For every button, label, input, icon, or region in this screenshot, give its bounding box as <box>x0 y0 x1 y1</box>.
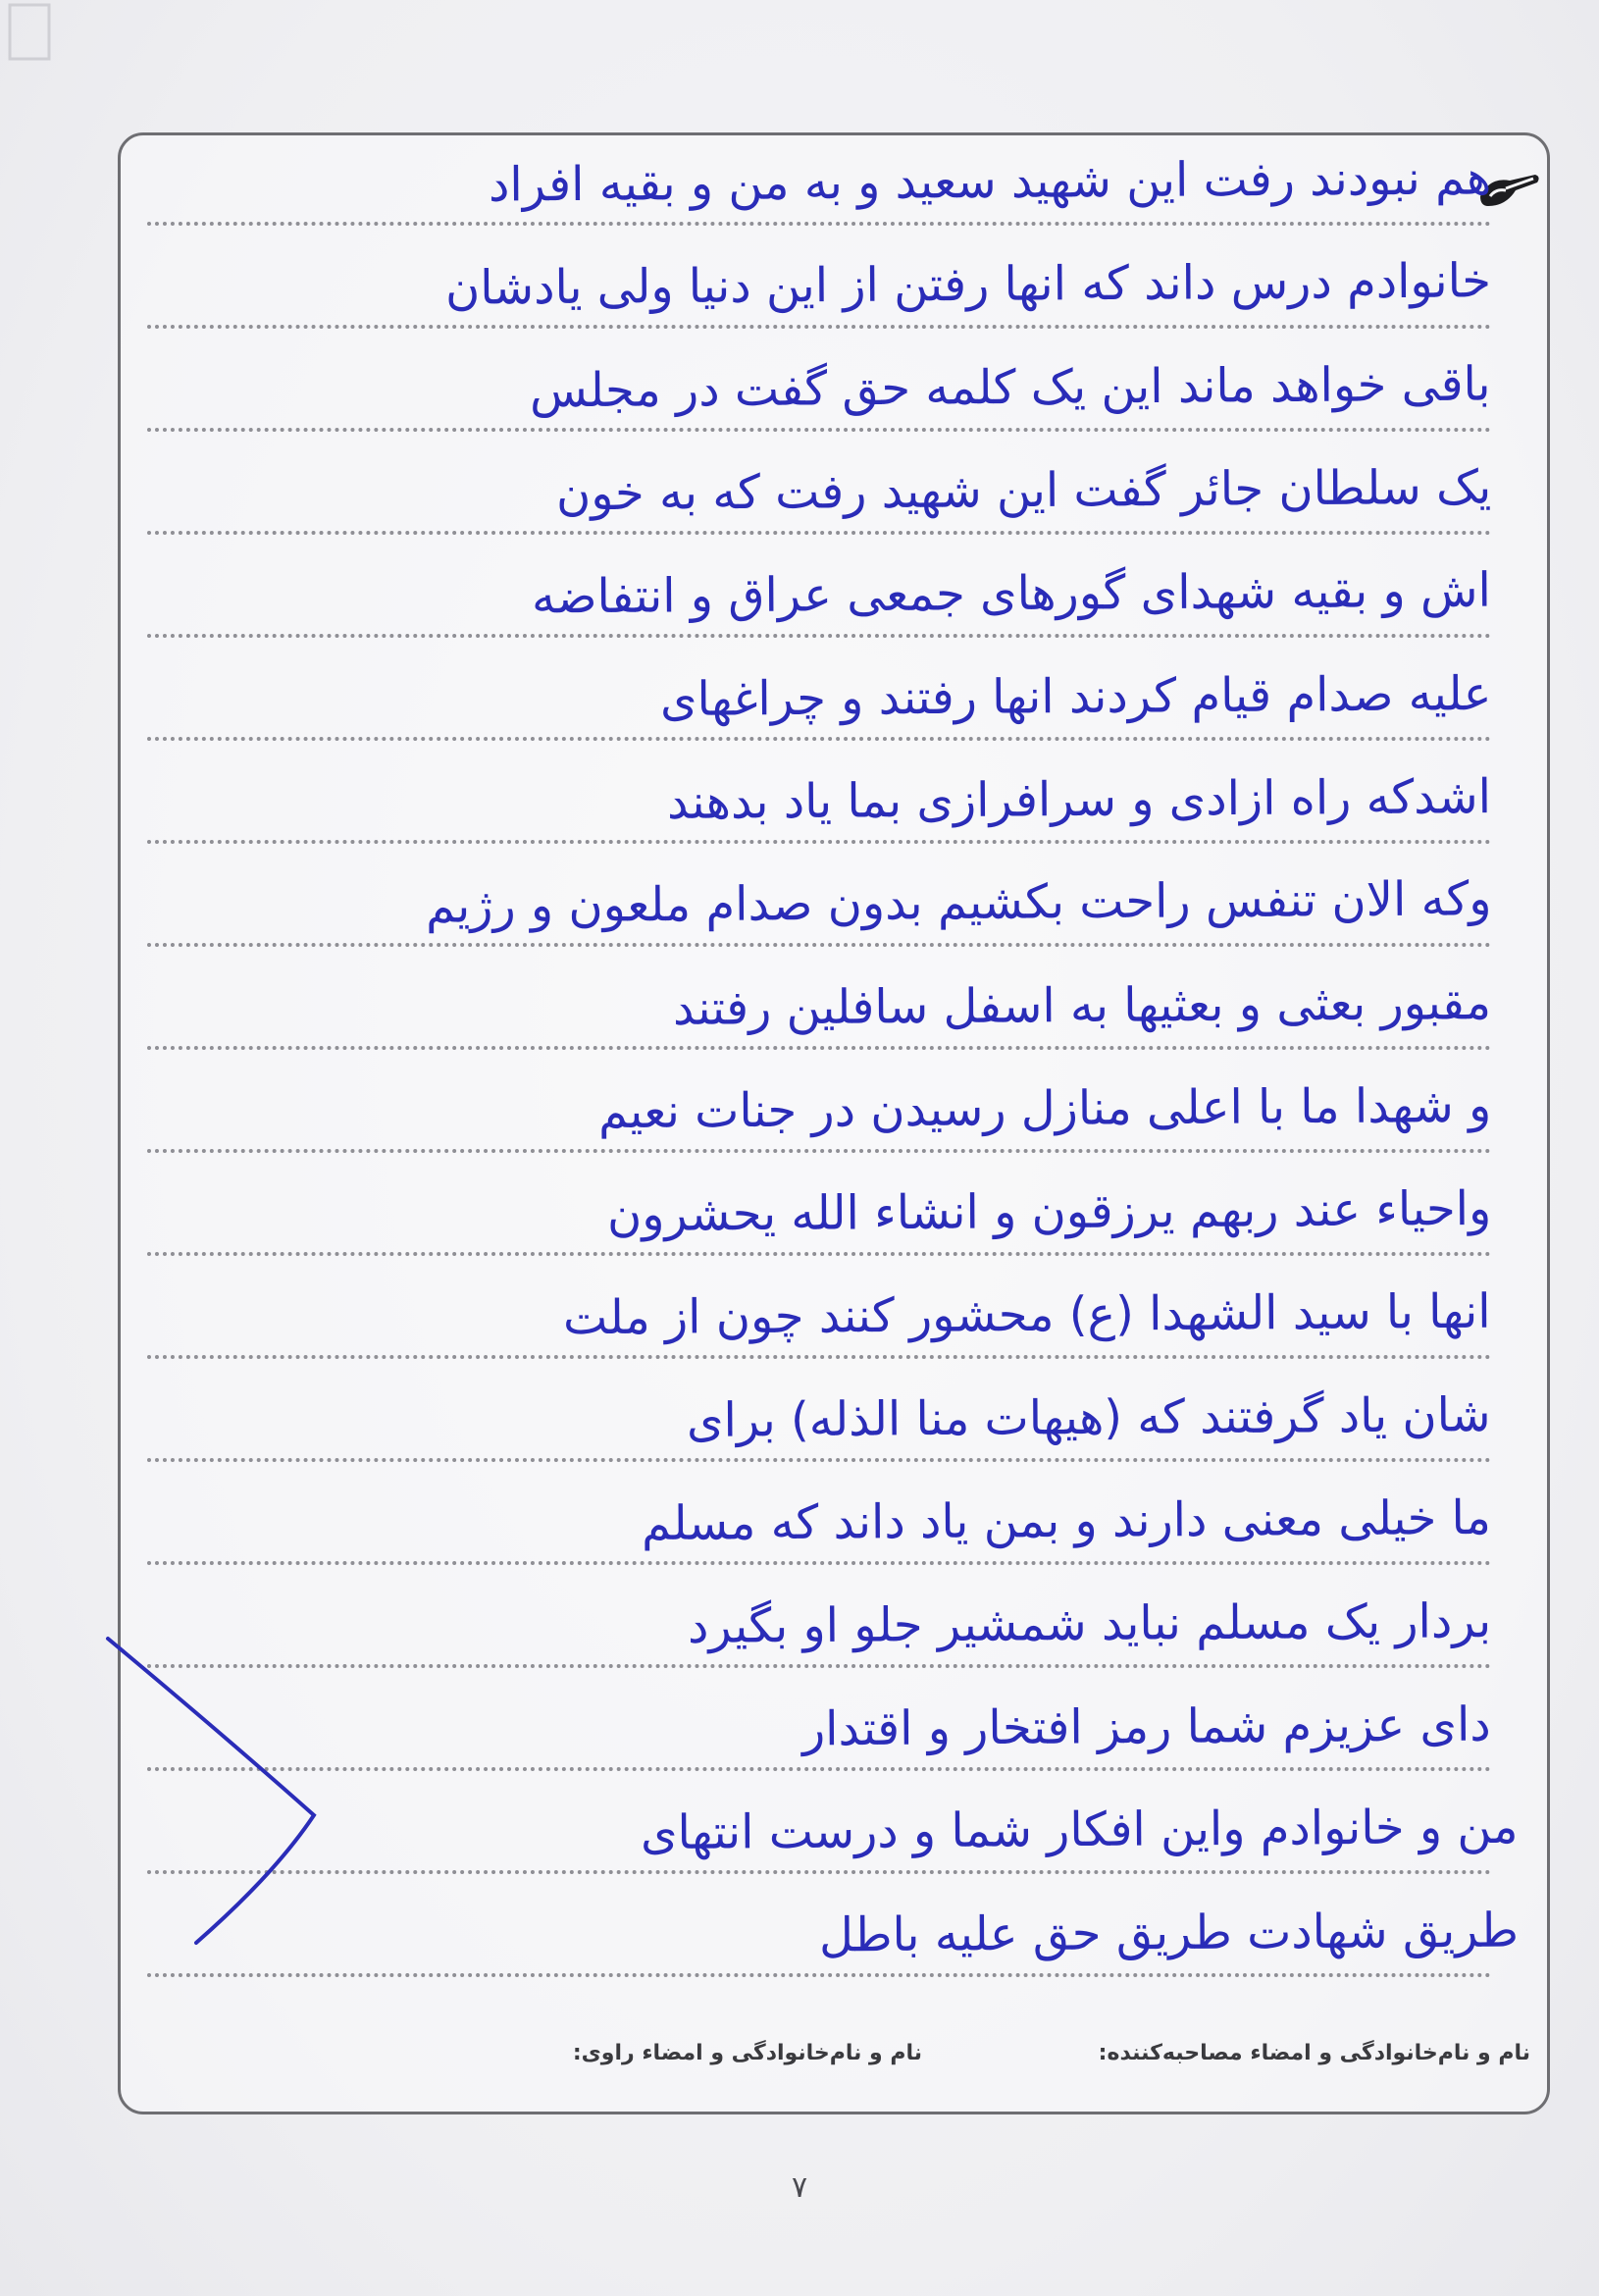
handwritten-line <box>147 540 1491 638</box>
handwritten-line <box>147 1467 1491 1565</box>
handwritten-line <box>147 231 1491 329</box>
handwritten-text: ما خیلی معنی دارند و بمن یاد داند که مسلم <box>641 1489 1492 1552</box>
handwritten-line <box>147 1776 1520 1874</box>
handwritten-line <box>147 1570 1491 1668</box>
handwritten-text: من و خانوادم واین افکار شما و درست انتهای <box>641 1799 1520 1861</box>
interviewer-signature-label: نام و نام‌خانوادگی و امضاء مصاحبه‌کننده: <box>1098 2041 1530 2065</box>
handwritten-text: هم نبودند رفت این شهید سعید و به من و بقیه افراد <box>488 150 1492 213</box>
handwritten-line <box>147 1055 1491 1153</box>
handwritten-text: اشدکه راه ازادی و سرافرازی بما یاد بدهند <box>666 769 1492 830</box>
handwritten-line <box>147 1364 1491 1462</box>
handwritten-text: و شهدا ما با اعلی منازل رسیدن در جنات نعیم <box>597 1077 1492 1140</box>
handwritten-text: شان یاد گرفتند که (هیهات منا الذله) برای <box>687 1387 1492 1448</box>
handwritten-text: واحیاء عند ربهم یرزقون و انشاء الله یحشرون <box>606 1180 1492 1243</box>
signature-footer <box>147 2041 1530 2080</box>
handwritten-line <box>147 437 1491 535</box>
handwritten-text: یک سلطان جائر گفت این شهید رفت که به خون <box>555 459 1492 522</box>
corner-mark-icon <box>0 0 59 69</box>
handwritten-text: وکه الان تنفس راحت بکشیم بدون صدام ملعون و رژیم <box>425 871 1492 934</box>
handwritten-text: علیه صدام قیام کردند انها رفتند و چراغهای <box>659 666 1492 727</box>
handwritten-text: طریق شهادت طریق حق علیه باطل <box>818 1903 1520 1963</box>
handwritten-line <box>147 1879 1520 1977</box>
handwritten-line <box>147 952 1491 1050</box>
handwritten-text: اش و بقیه شهدای گورهای جمعی عراق و انتفاضه <box>531 562 1492 625</box>
narrator-signature-label: نام و نام‌خانوادگی و امضاء راوی: <box>572 2041 922 2065</box>
handwritten-line <box>147 1261 1491 1359</box>
handwritten-lines <box>147 128 1520 2011</box>
handwritten-text: بردار یک مسلم نباید شمشیر جلو او بگیرد <box>687 1593 1492 1654</box>
handwritten-line <box>147 334 1491 432</box>
handwritten-line <box>147 1673 1491 1771</box>
handwritten-text: باقی خواهد ماند این یک کلمه حق گفت در مجلس <box>530 356 1492 419</box>
handwritten-line <box>147 1158 1491 1256</box>
handwritten-line <box>147 128 1491 226</box>
handwritten-text: انها با سید الشهدا (ع) محشور کنند چون از ملت <box>563 1283 1492 1346</box>
handwritten-line <box>147 746 1491 844</box>
handwritten-line <box>147 849 1491 947</box>
page-number: ۷ <box>791 2170 808 2205</box>
handwritten-line <box>147 643 1491 741</box>
handwritten-text: مقبور بعثی و بعثیها به اسفل سافلین رفتند <box>672 975 1492 1036</box>
handwritten-text: خانوادم درس داند که انها رفتن از این دنیا ولی یادشان <box>444 253 1492 316</box>
handwritten-text: دای عزیزم شما رمز افتخار و اقتدار <box>802 1696 1492 1757</box>
